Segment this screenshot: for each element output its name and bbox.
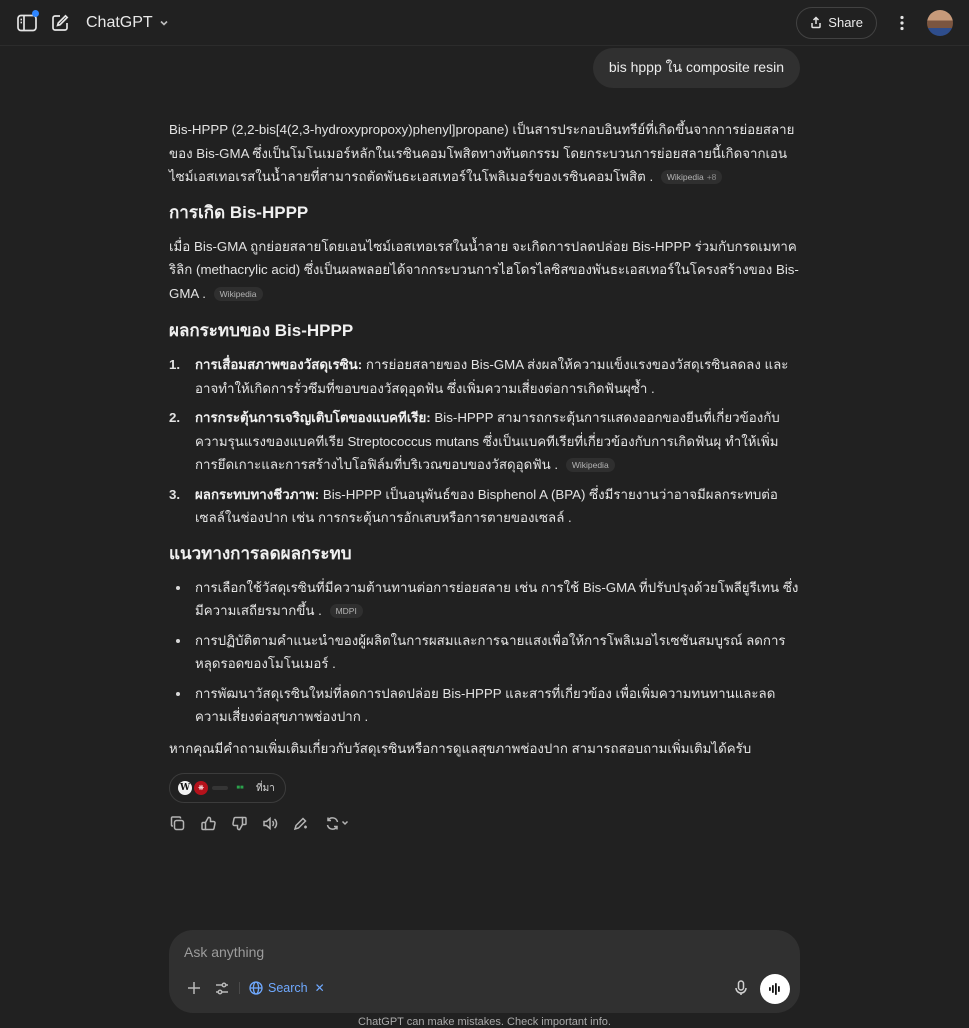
more-vertical-icon [900,15,904,31]
list-item-text: การเลือกใช้วัสดุเรซินที่มีความต้านทานต่อการย่อยสลาย เช่น การใช้ Bis-GMA ที่ปรับปรุงด้วยโพลียูรีเทน ซึ่งมีความเสถียรมากขึ้น . [195,579,799,618]
pencil-sparkle-icon [293,816,309,831]
add-attachment-button[interactable] [184,978,204,998]
speaker-icon [262,816,278,831]
wikipedia-icon: W [179,783,191,793]
thumbs-up-icon [201,816,216,831]
list-number: 2. [169,410,181,425]
list-item-text: การย่อยสลายของ Bis-GMA ส่งผลให้ความแข็งแรงของวัสดุเรซินลดลง และอาจทำให้เกิดการรั่วซึมที่ขอบของวัสดุอุดฟัน ซึ่งเพิ่มความเสี่ยงต่อการเกิดฟันผุซ้ำ . [195,357,789,396]
effects-list [169,353,801,530]
source-favicon-icon [212,786,228,790]
search-toggle[interactable] [249,977,325,999]
share-icon [810,16,822,29]
section-heading: ผลกระทบของ Bis-HPPP [169,321,354,340]
disclaimer-text: ChatGPT can make mistakes. Check important info. [358,1016,611,1028]
copy-icon [170,816,185,831]
dictate-button[interactable] [731,978,751,998]
refresh-icon [325,816,340,831]
model-selector[interactable] [86,14,170,32]
section-heading: การเกิด Bis-HPPP [169,202,309,222]
chevron-down-icon [340,818,350,828]
list-item-title: ผลกระทบทางชีวภาพ: [195,486,320,502]
approaches-list [169,576,801,729]
list-item [169,353,801,400]
sliders-icon [215,982,229,995]
answer-intro-text: Bis-HPPP (2,2-bis[4(2,3-hydroxypropoxy)phenyl]propane) เป็นสารประกอบอินทรีย์ที่เกิดขึ้นจากการย่อยสลายของ Bis-GMA ซึ่งเป็นโมโนเมอร์หลักในเรซินคอมโพสิตทางทันตกรรม โดยกระบวนการย่อยสลายนี้เกิดจากเอนไซม์เอสเทอเรสในน้ำลายที่สามารถตัดพันธะเอสเทอร์ในโพลิเมอร์ของเรซินคอมโพสิต . [169,122,795,184]
section-heading: แนวทางการลดผลกระทบ [169,543,352,563]
read-aloud-button[interactable] [261,814,279,832]
user-message: bis hppp ใน composite resin [593,48,800,88]
citation-chip[interactable]: Wikipedia [566,458,615,472]
close-icon[interactable]: ✕ [314,981,325,995]
globe-icon [249,981,263,995]
share-button[interactable] [796,7,877,39]
plus-icon [187,981,201,995]
list-item-text: การพัฒนาวัสดุเรซินใหม่ที่ลดการปลดปล่อย Bis-HPPP และสารที่เกี่ยวข้อง เพื่อเพิ่มความทนทานและลดความเสี่ยงต่อสุขภาพช่องปาก . [195,685,776,724]
regenerate-button[interactable] [323,814,351,832]
edit-icon [51,14,69,32]
message-actions [168,814,351,832]
audio-waveform-icon [768,982,782,996]
sources-button[interactable] [169,773,286,803]
voice-mode-button[interactable] [760,974,790,1004]
list-number: 1. [169,357,181,372]
copy-button[interactable] [168,814,186,832]
citation-chip[interactable] [661,170,723,184]
maple-leaf-icon: ❋ [194,781,208,795]
section-paragraph [169,235,801,306]
sidebar-toggle-button[interactable] [16,12,38,34]
list-item-title: การเสื่อมสภาพของวัสดุเรซิน: [195,357,363,372]
tools-button[interactable] [212,978,232,998]
list-item [169,406,801,477]
section-paragraph-text: เมื่อ Bis-GMA ถูกย่อยสลายโดยเอนไซม์เอสเทอเรสในน้ำลาย จะเกิดการปลดปล่อย Bis-HPPP ร่วมกับกรดเมทาคริลิก (methacrylic acid) ซึ่งเป็นผลพลอยได้จากกระบวนการไฮโดรไลซิสของพันธะเอสเทอร์ในโครงสร้างของ Bis-GMA . [169,238,799,301]
thumbs-up-button[interactable] [199,814,217,832]
thumbs-down-icon [232,816,247,831]
chevron-down-icon [158,17,170,29]
citation-chip-label: Wikipedia [666,172,704,182]
more-options-button[interactable] [891,15,913,31]
edit-canvas-button[interactable] [292,814,310,832]
top-bar [0,0,969,46]
answer-intro [169,118,801,189]
list-item-title: การกระตุ้นการเจริญเติบโตของแบคทีเรีย: [195,410,431,425]
composer [169,930,800,1013]
list-item [169,629,801,676]
assistant-message [169,118,801,772]
list-item [169,576,801,623]
notification-dot [32,10,39,17]
sources-label: ที่มา [256,782,275,794]
list-item-text: การปฏิบัติตามคำแนะนำของผู้ผลิตในการผสมและการฉายแสงเพื่อให้การโพลิเมอไรเซชันสมบูรณ์ ลดการหลุดรอดของโมโนเมอร์ . [195,632,786,671]
list-item [169,682,801,729]
search-label: Search [268,981,308,995]
closing-paragraph: หากคุณมีคำถามเพิ่มเติมเกี่ยวกับวัสดุเรซินหรือการดูแลสุขภาพช่องปาก สามารถสอบถามเพิ่มเติมได้ครับ [169,740,752,756]
prompt-input[interactable] [184,940,764,964]
new-chat-button[interactable] [49,12,71,34]
citation-chip[interactable]: MDPI [330,604,363,618]
citation-more-count: +8 [706,172,717,182]
share-label: Share [828,15,863,30]
divider [239,982,240,994]
list-item-text: Bis-HPPP สามารถกระตุ้นการแสดงออกของยีนที่เกี่ยวข้องกับความรุนแรงของแบคทีเรีย Streptococcus mutans ซึ่งเป็นแบคทีเรียที่เกี่ยวข้องกับการเกิดฟันผุ ทำให้เพิ่มการยึดเกาะและการสร้างไบโอฟิล์มที่บริเวณขอบของวัสดุอุดฟัน . [195,410,780,472]
thumbs-down-button[interactable] [230,814,248,832]
list-item-text: Bis-HPPP เป็นอนุพันธ์ของ Bisphenol A (BPA) ซึ่งมีรายงานว่าอาจมีผลกระทบต่อเซลล์ในช่องปาก เช่น การกระตุ้นการอักเสบหรือการตายของเซลล์ . [195,486,778,525]
citation-chip[interactable]: Wikipedia [214,287,263,301]
avatar[interactable] [927,10,953,36]
list-number: 3. [169,486,181,502]
list-item [169,483,801,530]
model-name-label: ChatGPT [86,13,153,31]
microphone-icon [735,980,747,996]
mdpi-icon: ■■ [236,785,244,791]
